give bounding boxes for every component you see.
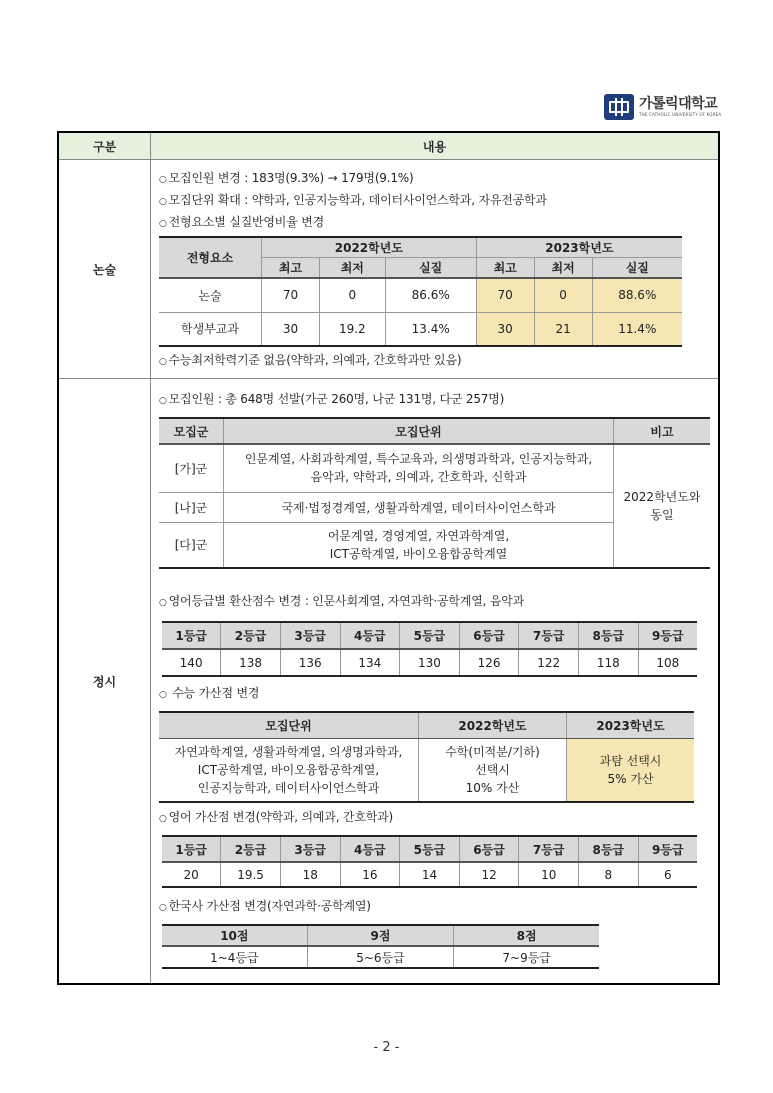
university-emblem-icon xyxy=(604,94,634,120)
ratio-cell-highlight: 21 xyxy=(534,312,592,346)
grade-value: 122 xyxy=(519,649,579,676)
group-note: 2022학년도와 동일 xyxy=(614,444,711,568)
english-bonus-bullet: ○ 영어 가산점 변경(약학과, 의예과, 간호학과) xyxy=(159,810,393,824)
essay-category: 논술 xyxy=(58,160,151,379)
history-header: 8점 xyxy=(454,925,599,946)
grade-header: 2등급 xyxy=(221,622,281,649)
csat-bonus-row xyxy=(159,738,694,802)
bonus-header-units: 모집단위 xyxy=(159,712,419,738)
grade-value: 138 xyxy=(221,649,281,676)
ratio-row-school-record xyxy=(159,312,682,346)
grade-header: 9등급 xyxy=(638,622,697,649)
ratio-cell: 13.4% xyxy=(385,312,476,346)
grade-value: 19.5 xyxy=(221,862,281,887)
grade-value: 134 xyxy=(340,649,400,676)
ratio-subheader: 최고 xyxy=(262,258,320,279)
grade-header: 2등급 xyxy=(221,836,281,862)
grade-header: 6등급 xyxy=(459,836,519,862)
grade-value: 8 xyxy=(579,862,639,887)
ratio-cell: 30 xyxy=(262,312,320,346)
logo-name-english: THE CATHOLIC UNIVERSITY OF KOREA xyxy=(639,111,722,117)
header-category: 구분 xyxy=(58,132,151,160)
bonus-header-2022: 2022학년도 xyxy=(419,712,567,738)
essay-bullet-1: ○ 모집인원 변경 : 183명(9.3%) → 179명(9.1%) xyxy=(159,171,414,185)
grade-header: 6등급 xyxy=(459,622,519,649)
essay-bullet-3: ○ 전형요소별 실질반영비율 변경 xyxy=(159,215,324,229)
ratio-subheader: 최저 xyxy=(534,258,592,279)
grade-header: 1등급 xyxy=(162,622,221,649)
logo-name-korean: 가톨릭대학교 xyxy=(639,95,718,112)
bullet-circle-icon: ○ xyxy=(159,396,167,406)
ratio-cell-highlight: 0 xyxy=(534,278,592,312)
header-content: 내용 xyxy=(151,132,720,160)
ratio-header-2023: 2023학년도 xyxy=(476,237,682,258)
main-header-row xyxy=(58,132,719,160)
history-value: 1~4등급 xyxy=(162,946,307,968)
admission-changes-table xyxy=(57,131,720,985)
history-header: 9점 xyxy=(307,925,454,946)
ratio-cell-highlight: 30 xyxy=(476,312,534,346)
ratio-header-2022: 2022학년도 xyxy=(262,237,477,258)
group-header-note: 비고 xyxy=(614,418,711,444)
bullet-circle-icon: ○ xyxy=(159,598,167,608)
english-bonus-row xyxy=(162,862,697,887)
grade-value: 140 xyxy=(162,649,221,676)
essay-content xyxy=(151,160,720,379)
history-header: 10점 xyxy=(162,925,307,946)
bullet-circle-icon: ○ xyxy=(159,197,167,207)
regular-section-row xyxy=(58,379,719,985)
grade-value: 10 xyxy=(519,862,579,887)
ratio-cell: 0 xyxy=(319,278,385,312)
ratio-cell: 86.6% xyxy=(385,278,476,312)
grade-header: 7등급 xyxy=(519,836,579,862)
grade-header: 3등급 xyxy=(280,622,340,649)
english-score-bullet: ○ 영어등급별 환산점수 변경 : 인문사회계열, 자연과학·공학계열, 음악과 xyxy=(159,594,525,608)
ratio-header-element: 전형요소 xyxy=(159,237,262,278)
english-bonus-table xyxy=(162,835,697,888)
regular-content xyxy=(151,379,720,985)
regular-recruit-bullet: ○ 모집인원 : 총 648명 선발(가군 260명, 나군 131명, 다군 257명) xyxy=(159,392,505,406)
bullet-circle-icon: ○ xyxy=(159,814,167,824)
grade-header: 4등급 xyxy=(340,836,400,862)
essay-bullet-2: ○ 모집단위 확대 : 약학과, 인공지능학과, 데이터사이언스학과, 자유전공학과 xyxy=(159,193,547,207)
group-label: [가]군 xyxy=(159,444,224,492)
csat-bonus-bullet: ○ 수능 가산점 변경 xyxy=(159,686,260,700)
group-label: [나]군 xyxy=(159,492,224,522)
grade-value: 16 xyxy=(340,862,400,887)
group-table xyxy=(159,417,710,569)
ratio-cell: 70 xyxy=(262,278,320,312)
ratio-subheader: 최저 xyxy=(319,258,385,279)
history-value: 5~6등급 xyxy=(307,946,454,968)
page-number: - 2 - xyxy=(373,1040,400,1055)
essay-note: ○ 수능최저학력기준 없음(약학과, 의예과, 간호학과만 있음) xyxy=(159,353,462,367)
grade-header: 4등급 xyxy=(340,622,400,649)
bullet-circle-icon: ○ xyxy=(159,357,167,367)
grade-header: 3등급 xyxy=(280,836,340,862)
ratio-subheader: 최고 xyxy=(476,258,534,279)
regular-category: 정시 xyxy=(58,379,151,985)
grade-value: 136 xyxy=(280,649,340,676)
bullet-circle-icon: ○ xyxy=(159,690,167,700)
grade-value: 126 xyxy=(459,649,519,676)
grade-value: 6 xyxy=(638,862,697,887)
history-bonus-table xyxy=(162,924,599,969)
csat-bonus-table xyxy=(159,711,694,803)
grade-header: 5등급 xyxy=(400,622,460,649)
essay-section-row xyxy=(58,160,719,379)
grade-value: 108 xyxy=(638,649,697,676)
bonus-units: 자연과학계열, 생활과학계열, 의생명과학과, ICT공학계열, 바이오융합공학계열, 인공지능학과, 데이터사이언스학과 xyxy=(159,738,419,802)
ratio-cell-highlight: 11.4% xyxy=(592,312,682,346)
english-score-row xyxy=(162,649,697,676)
bonus-header-2023: 2023학년도 xyxy=(567,712,695,738)
history-bonus-row xyxy=(162,946,599,968)
ratio-cell-highlight: 70 xyxy=(476,278,534,312)
ratio-cell: 19.2 xyxy=(319,312,385,346)
history-value: 7~9등급 xyxy=(454,946,599,968)
bullet-circle-icon: ○ xyxy=(159,175,167,185)
grade-header: 5등급 xyxy=(400,836,460,862)
ratio-row-label: 학생부교과 xyxy=(159,312,262,346)
bullet-circle-icon: ○ xyxy=(159,903,167,913)
grade-header: 8등급 xyxy=(579,836,639,862)
group-units: 국제·법정경계열, 생활과학계열, 데이터사이언스학과 xyxy=(224,492,614,522)
ratio-subheader: 실질 xyxy=(592,258,682,279)
grade-header: 1등급 xyxy=(162,836,221,862)
group-header-group: 모집군 xyxy=(159,418,224,444)
history-bonus-bullet: ○ 한국사 가산점 변경(자연과학·공학계열) xyxy=(159,899,371,913)
english-score-table xyxy=(162,621,697,677)
grade-header: 9등급 xyxy=(638,836,697,862)
grade-value: 14 xyxy=(400,862,460,887)
bullet-circle-icon: ○ xyxy=(159,219,167,229)
grade-value: 12 xyxy=(459,862,519,887)
group-units: 어문계열, 경영계열, 자연과학계열, ICT공학계열, 바이오융합공학계열 xyxy=(224,522,614,568)
grade-header: 7등급 xyxy=(519,622,579,649)
group-label: [다]군 xyxy=(159,522,224,568)
group-units: 인문계열, 사회과학계열, 특수교육과, 의생명과학과, 인공지능학과, 음악과, 약학과, 의예과, 간호학과, 신학과 xyxy=(224,444,614,492)
ratio-cell-highlight: 88.6% xyxy=(592,278,682,312)
group-header-units: 모집단위 xyxy=(224,418,614,444)
grade-value: 18 xyxy=(280,862,340,887)
university-logo xyxy=(604,94,721,120)
ratio-row-label: 논술 xyxy=(159,278,262,312)
grade-value: 130 xyxy=(400,649,460,676)
group-row-ga xyxy=(159,444,710,492)
ratio-subheader: 실질 xyxy=(385,258,476,279)
grade-value: 20 xyxy=(162,862,221,887)
grade-value: 118 xyxy=(579,649,639,676)
bonus-2023: 과탐 선택시 5% 가산 xyxy=(567,738,695,802)
grade-header: 8등급 xyxy=(579,622,639,649)
bonus-2022: 수학(미적분/기하) 선택시 10% 가산 xyxy=(419,738,567,802)
ratio-row-essay xyxy=(159,278,682,312)
ratio-table xyxy=(159,236,682,347)
